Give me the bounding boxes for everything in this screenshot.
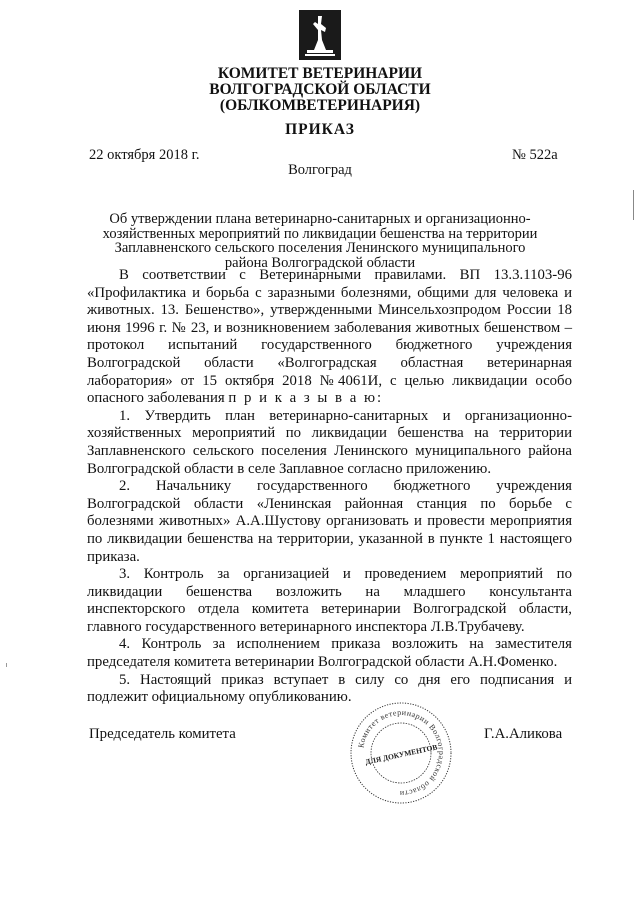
- order-word: п р и к а з ы в а ю:: [228, 390, 384, 407]
- org-name-line3: (ОБЛКОМВЕТЕРИНАРИЯ): [219, 97, 421, 114]
- stamp-ring-text: Комитет ветеринарии Волгоградской области: [356, 707, 447, 799]
- document-city: Волгоград: [288, 162, 352, 178]
- signatory-name: Г.А.Аликова: [484, 726, 563, 742]
- document-date: 22 октября 2018 г.: [89, 147, 200, 163]
- org-name-line1: КОМИТЕТ ВЕТЕРИНАРИИ: [217, 65, 423, 82]
- document-number: № 522а: [512, 147, 558, 163]
- scan-edge-mark: [633, 190, 634, 220]
- order-item-1: 1. Утвердить план ветеринарно-санитарных и организационно-хозяйственных мероприятий по ликвидации бешенства на территории Заплавненского сельского поселения Ленинского муниципального района Волгоградской области в селе Заплавное согласно приложению.: [87, 407, 572, 477]
- document-body: [87, 267, 572, 707]
- scan-edge-dot: [6, 663, 7, 667]
- document-type: ПРИКАЗ: [285, 121, 355, 138]
- order-item-4: 4. Контроль за исполнением приказа возложить на заместителя председателя комитета ветеринарии Волгоградской области А.Н.Фоменко.: [87, 636, 572, 671]
- preamble: В соответствии с Ветеринарными правилами. ВП 13.3.1103-96 «Профилактика и борьба с заразными болезнями, общими для человека и животных. 13. Бешенство», утвержденными Минсельхозпродом России 18 июня 1996 г. № 23, и возникновением заболевания животных бешенством – протокол испытаний государственного бюджетного учреждения Волгоградской области «Волгоградская областная ветеринарная лаборатория» от 15 октября 2018 №4061И, с целью ликвидации особо опасного заболевания п р и к а з ы в а ю:: [87, 267, 572, 407]
- official-stamp: [349, 701, 453, 805]
- stamp-center-text: ДЛЯ ДОКУМЕНТОВ: [364, 742, 439, 767]
- order-item-2: 2. Начальнику государственного бюджетного учреждения Волгоградской области «Ленинская районная станция по борьбе с болезнями животных» А.А.Шустову организовать и провести мероприятия по ликвидации бешенства на территории, указанной в пункте 1 настоящего приказа.: [87, 478, 572, 565]
- order-item-3: 3. Контроль за организацией и проведением мероприятий по ликвидации бешенства возложить на младшего консультанта инспекторского отдела комитета ветеринарии Волгоградской области, главного государственного ветеринарного инспектора Л.В.Трубачеву.: [87, 566, 572, 635]
- org-name-line2: ВОЛГОГРАДСКОЙ ОБЛАСТИ: [209, 81, 431, 98]
- document-title: Об утверждении плана ветеринарно-санитарных и организационно-хозяйственных мероприятий по ликвидации бешенства на территории Заплавненского сельского поселения Ленинского муниципального района Волгоградской области: [102, 211, 538, 271]
- order-item-5: 5. Настоящий приказ вступает в силу со дня его подписания и подлежит официальному опубликованию.: [87, 671, 572, 706]
- coat-of-arms-icon: [299, 10, 341, 60]
- signatory-position: Председатель комитета: [89, 726, 236, 742]
